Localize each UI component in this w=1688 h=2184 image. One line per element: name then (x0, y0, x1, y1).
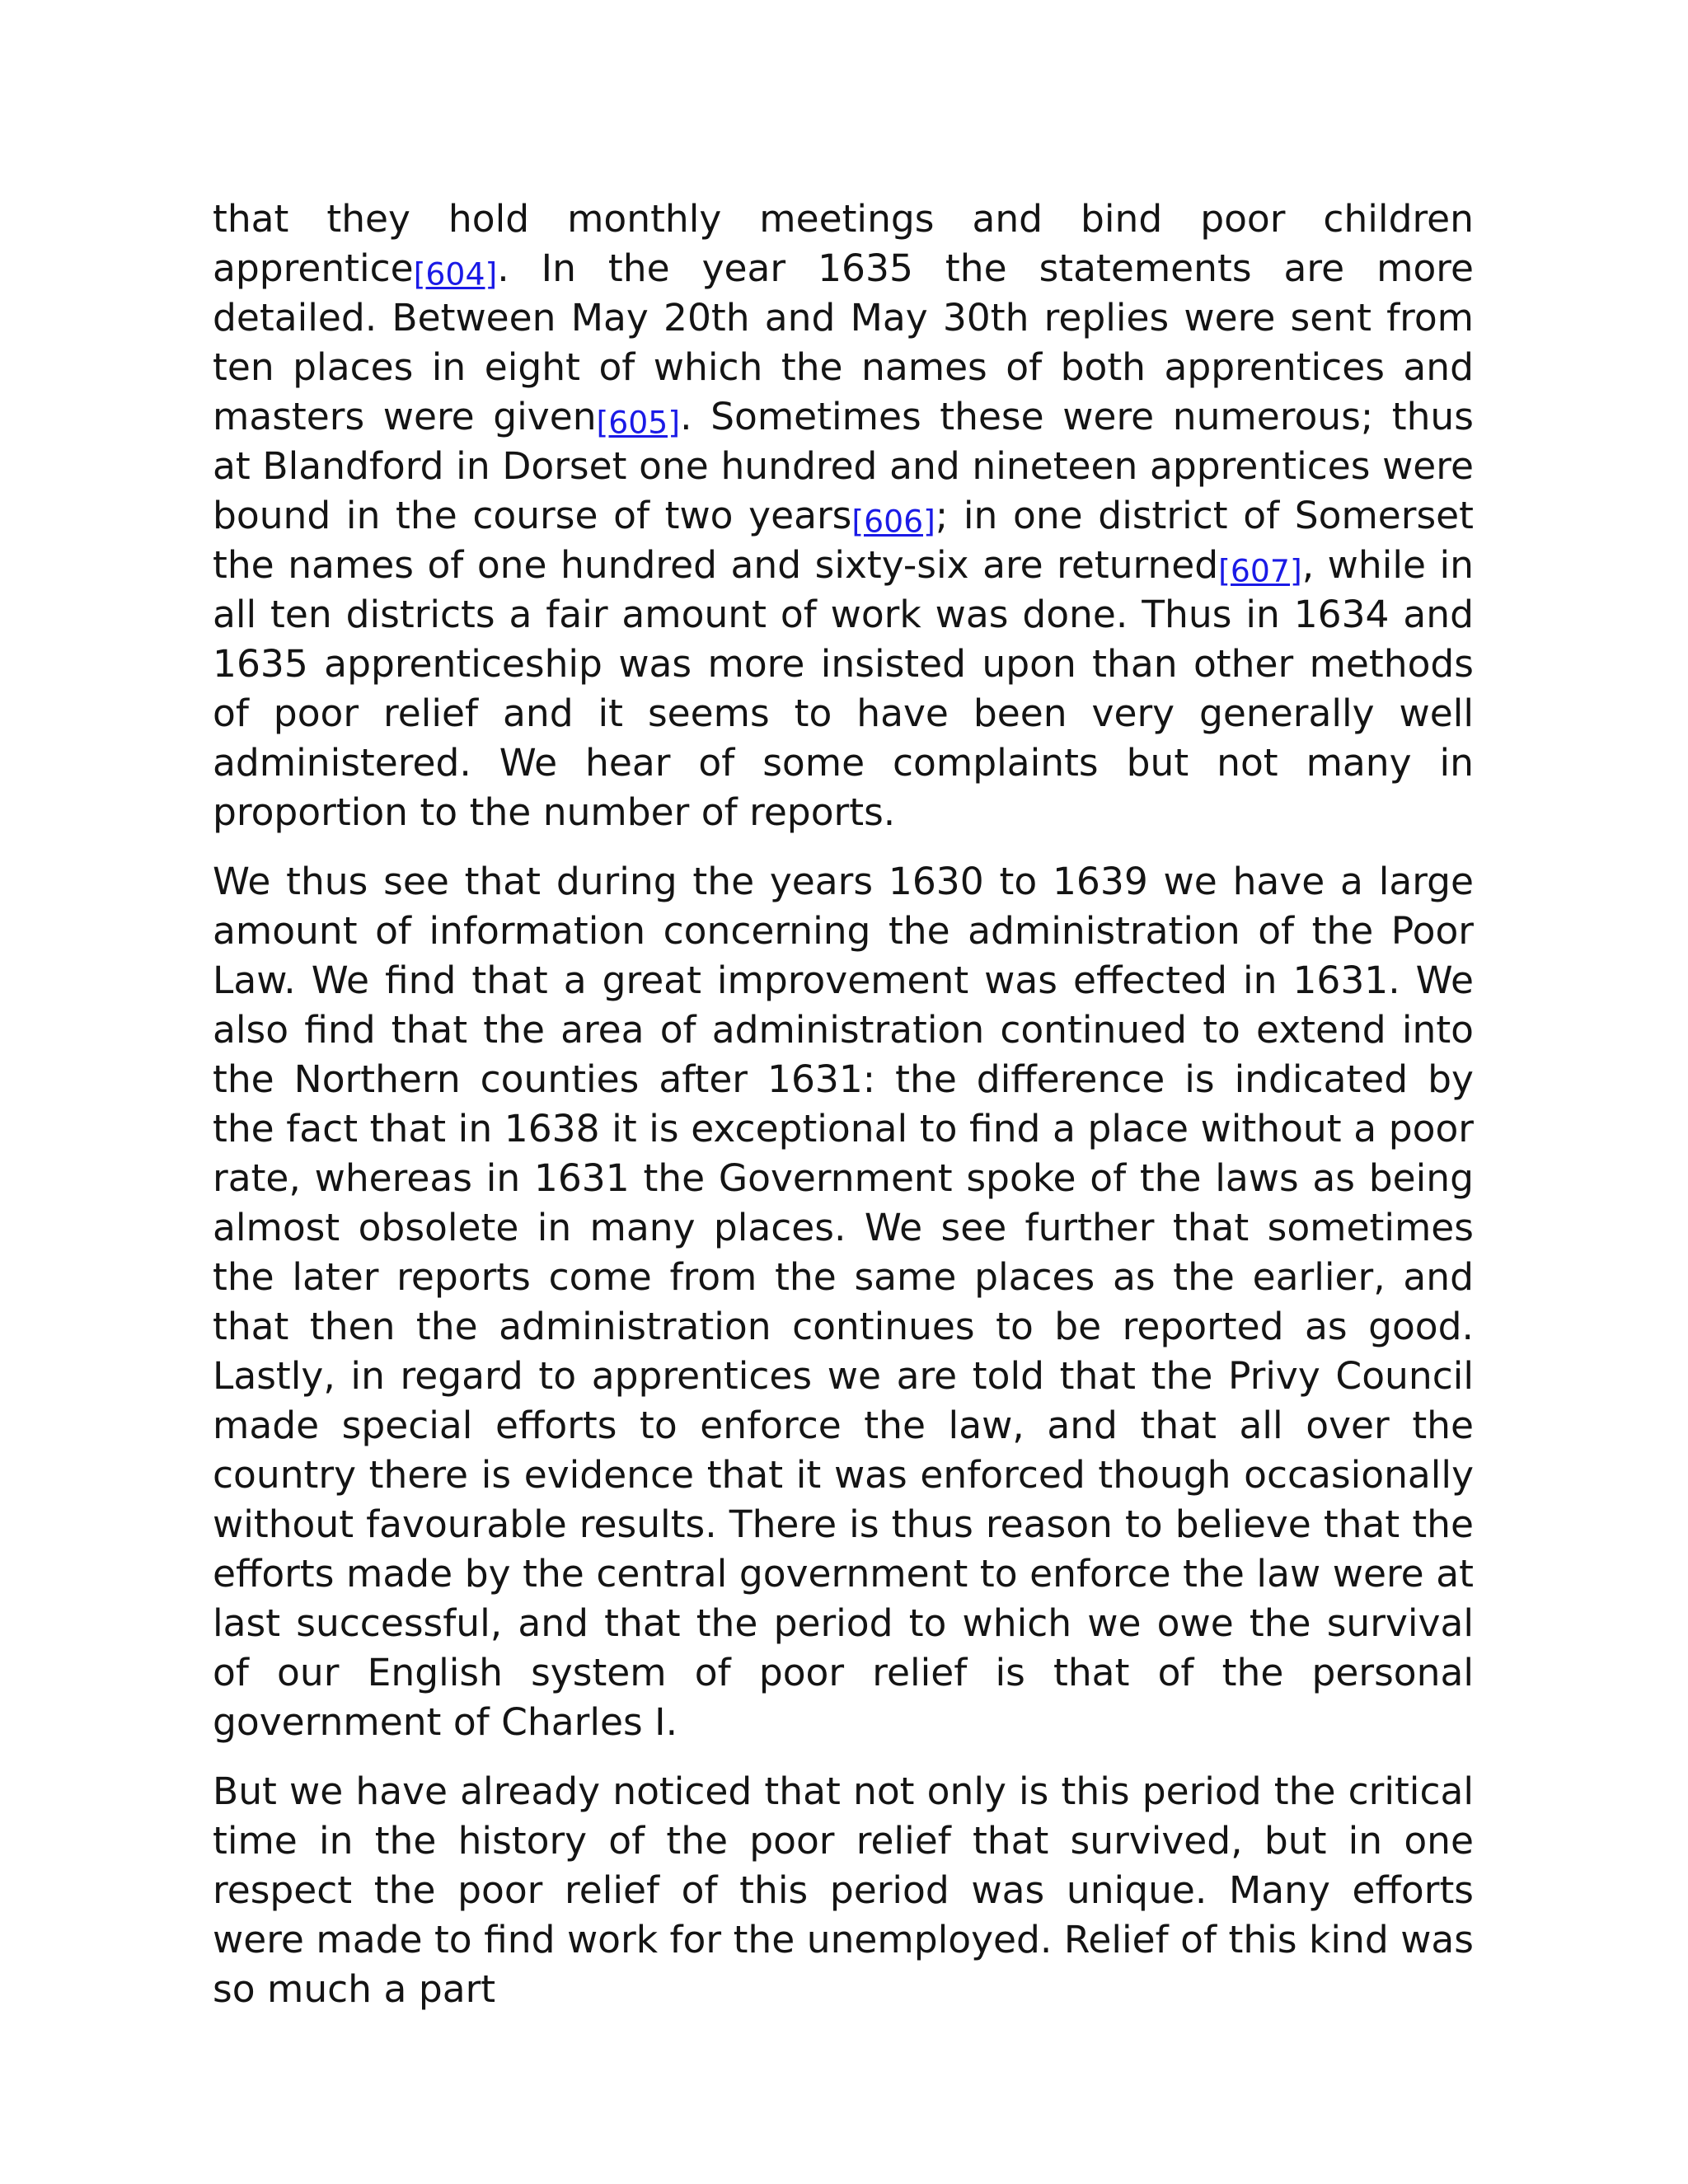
paragraph (213, 857, 1474, 1747)
footnote-link-606[interactable]: [606] (851, 503, 935, 540)
paragraph-text: that they hold monthly meetings and bind poor children apprentice (213, 197, 1474, 290)
paragraph-text: . In the year 1635 the statements are more detailed. Between May 20th and May 30th replies were sent from ten places in eight of which the names of both apprentices and masters were given (213, 246, 1474, 438)
footnote-link-604[interactable]: [604] (413, 255, 498, 293)
document-page (213, 194, 1474, 2034)
paragraph-text: ; in one district of Somerset the names of one hundred and sixty-six are returned (213, 494, 1475, 587)
paragraph-text: We thus see that during the years 1630 to 1639 we have a large amount of information concerning the administration of the Poor Law. We find that a great improvement was effected in 1631. We also find that the area of administration continued to extend into the Northern counties after 1631: the difference is indicated by the fact that in 1638 it is exceptional to find a place without a poor rate, whereas in 1631 the Government spoke of the laws as being almost obsolete in many places. We see further that sometimes the later reports come from the same places as the earlier, and that then the administration continues to be reported as good. Lastly, in regard to apprentices we are told that the Privy Council made special efforts to enforce the law, and that all over the country there is evidence that it was enforced though occasionally without favourable results. There is thus reason to believe that the efforts made by the central government to enforce the law were at last successful, and that the period to which we owe the survival of our English system of poor relief is that of the personal government of Charles I. (213, 860, 1474, 1744)
footnote-link-607[interactable]: [607] (1218, 552, 1302, 589)
paragraph-text: . Sometimes these were numerous; thus at Blandford in Dorset one hundred and nineteen apprentices were bound in the course of two years (213, 395, 1474, 537)
paragraph (213, 1767, 1474, 2014)
paragraph-text: But we have already noticed that not only is this period the critical time in the history of the poor relief that survived, but in one respect the poor relief of this period was unique. Many efforts were made to find work for the unemployed. Relief of this kind was so much a part (213, 1769, 1474, 2011)
footnote-link-605[interactable]: [605] (596, 404, 681, 441)
paragraph-text: , while in all ten districts a fair amount of work was done. Thus in 1634 and 1635 apprenticeship was more insisted upon than other methods of poor relief and it seems to have been very generally well administered. We hear of some complaints but not many in proportion to the number of reports. (213, 543, 1474, 834)
paragraph (213, 194, 1474, 837)
